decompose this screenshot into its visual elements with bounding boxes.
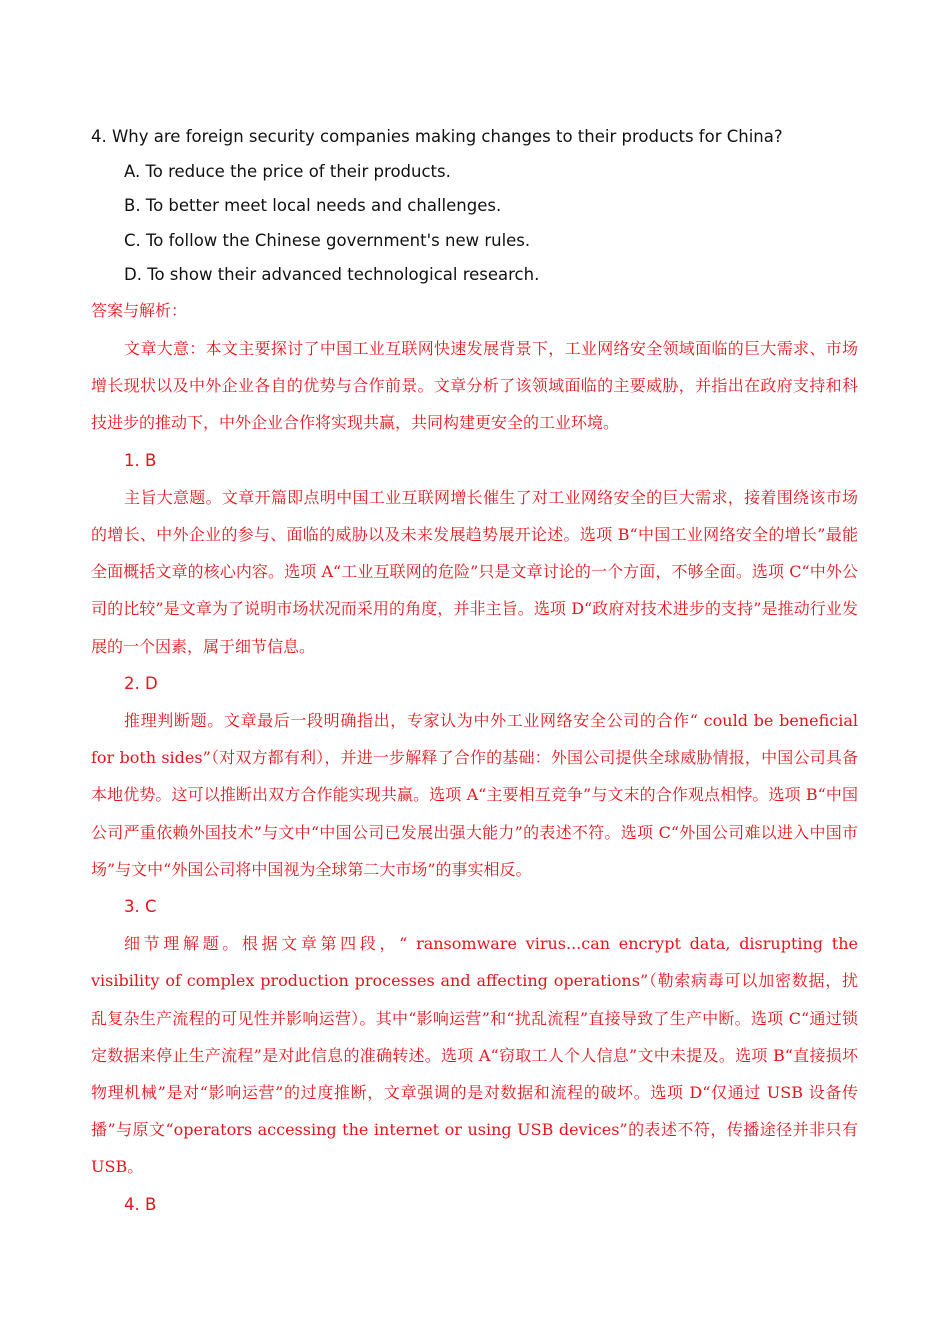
answer-explanation-3: 细节理解题。根据文章第四段，“ ransomware virus...can encrypt data, disrupting the visibility of complex production processes and affecting operations”（勒索病毒可以加密数据，扰乱复杂生产流程的可见性并影响运营）。其中“影响运营”和“扰乱流程”直接导致了生产中断。选项 C“通过锁定数据来停止生产流程”是对此信息的准确转述。选项 A“窃取工人个人信息”文中未提及。选项 B“直接损坏物理机械”是对“影响运营”的过度推断，文章强调的是对数据和流程的破坏。选项 D“仅通过 USB 设备传播”与原文“operators accessing the internet or using USB devices”的表述不符，传播途径并非只有 USB。 <box>91 934 858 1177</box>
answer-number-1: 1. B <box>124 450 157 470</box>
answer-number-2: 2. D <box>124 673 158 693</box>
answer-explanation-1: 主旨大意题。文章开篇即点明中国工业互联网增长催生了对工业网络安全的巨大需求，接着围绕该市场的增长、中外企业的参与、面临的威胁以及未来发展趋势展开论述。选项 B“中国工业网络安全的增长”最能全面概括文章的核心内容。选项 A“工业互联网的危险”只是文章讨论的一个方面，不够全面。选项 C“中外公司的比较”是文章为了说明市场状况而采用的角度，并非主旨。选项 D“政府对技术进步的支持”是推动行业发展的一个因素，属于细节信息。 <box>91 487 858 656</box>
option-a: A. To reduce the price of their products. <box>124 161 451 181</box>
article-summary: 文章大意：本文主要探讨了中国工业互联网快速发展背景下，工业网络安全领域面临的巨大需求、市场增长现状以及中外企业各自的优势与合作前景。文章分析了该领域面临的主要威胁，并指出在政府支持和科技进步的推动下，中外企业合作将实现共赢，共同构建更安全的工业环境。 <box>91 339 858 433</box>
option-b: B. To better meet local needs and challenges. <box>124 196 502 215</box>
answer-number-4: 4. B <box>124 1194 157 1214</box>
question-block <box>91 126 858 286</box>
question-stem: 4. Why are foreign security companies making changes to their products for China? <box>91 127 783 146</box>
answer-explanation-2: 推理判断题。文章最后一段明确指出，专家认为中外工业网络安全公司的合作“ could be beneficial for both sides”（对双方都有利），并进一步解释了合作的基础：外国公司提供全球威胁情报，中国公司具备本地优势。这可以推断出双方合作能实现共赢。选项 A“主要相互竞争”与文末的合作观点相悖。选项 B“中国公司严重依赖外国技术”与文中“中国公司已发展出强大能力”的表述不符。选项 C“外国公司难以进入中国市场”与文中“外国公司将中国视为全球第二大市场”的事实相反。 <box>91 711 858 879</box>
option-d: D. To show their advanced technological research. <box>124 265 540 284</box>
answer-heading: 答案与解析： <box>91 301 188 320</box>
option-c: C. To follow the Chinese government's new rules. <box>124 230 531 250</box>
answer-number-3: 3. C <box>124 897 157 916</box>
answer-section <box>91 298 858 1223</box>
